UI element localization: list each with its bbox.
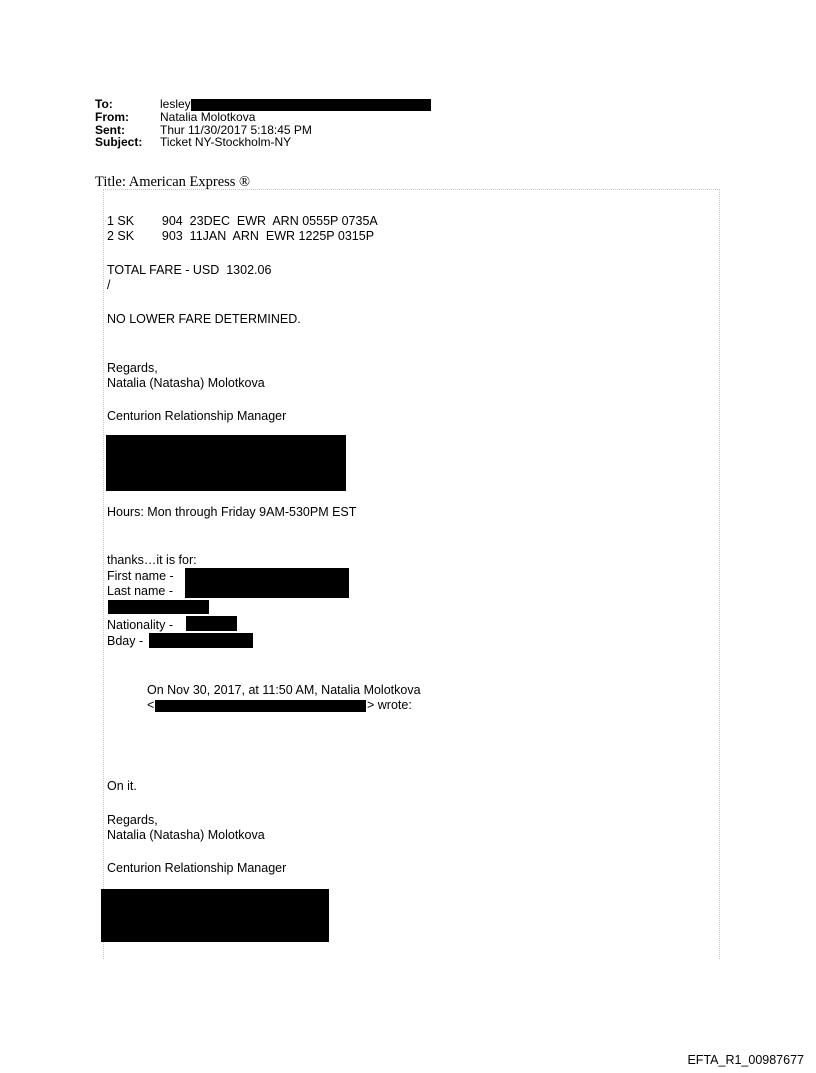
no-lower-fare: NO LOWER FARE DETERMINED. <box>107 312 301 326</box>
email-header <box>95 98 431 149</box>
redaction-block <box>185 568 349 598</box>
redaction-block <box>155 700 366 712</box>
total-fare: TOTAL FARE - USD 1302.06 <box>107 263 272 277</box>
to-label: To: <box>95 97 113 111</box>
document-id: EFTA_R1_00987677 <box>687 1053 804 1067</box>
redaction-block <box>106 435 346 491</box>
message-frame-left <box>103 189 104 959</box>
subject-value: Ticket NY-Stockholm-NY <box>160 135 292 149</box>
from-row <box>95 111 431 124</box>
to-row <box>95 98 431 111</box>
redaction-block <box>149 633 253 648</box>
message-frame-right <box>719 189 720 959</box>
subject-row <box>95 136 431 149</box>
quote-line-1: On Nov 30, 2017, at 11:50 AM, Natalia Molotkova <box>147 683 421 697</box>
fare-slash: / <box>107 278 111 292</box>
bday-label: Bday - <box>107 634 144 648</box>
sent-label: Sent: <box>95 122 125 137</box>
from-value: Natalia Molotkova <box>160 110 256 124</box>
last-name-label: Last name - <box>107 584 174 598</box>
reply-name: Natalia (Natasha) Molotkova <box>107 828 265 842</box>
quote-line-2-start: < <box>147 698 155 712</box>
signature-name: Natalia (Natasha) Molotkova <box>107 376 265 390</box>
message-frame-top <box>103 189 720 190</box>
sent-value: Thur 11/30/2017 5:18:45 PM <box>160 122 312 137</box>
reply-on-it: On it. <box>107 779 137 793</box>
thanks-text: thanks…it is for: <box>107 553 197 567</box>
itinerary-line-2: 2 SK 903 11JAN ARN EWR 1225P 0315P <box>107 229 375 243</box>
reply-regards: Regards, <box>107 813 158 827</box>
from-label: From: <box>95 110 129 124</box>
redaction-block <box>186 616 237 631</box>
signature-regards: Regards, <box>107 361 158 375</box>
redaction-block <box>108 600 209 614</box>
hours-text: Hours: Mon through Friday 9AM-530PM EST <box>107 505 357 519</box>
redaction-block <box>101 889 329 942</box>
subject-label: Subject: <box>95 135 143 149</box>
quote-line-2-end: > wrote: <box>367 698 412 712</box>
reply-role: Centurion Relationship Manager <box>107 861 287 875</box>
itinerary-line-1: 1 SK 904 23DEC EWR ARN 0555P 0735A <box>107 214 378 228</box>
to-value: lesley <box>160 97 191 111</box>
nationality-label: Nationality - <box>107 618 173 632</box>
signature-role: Centurion Relationship Manager <box>107 409 287 423</box>
first-name-label: First name - <box>107 569 174 583</box>
document-title: Title: American Express ® <box>95 174 251 190</box>
